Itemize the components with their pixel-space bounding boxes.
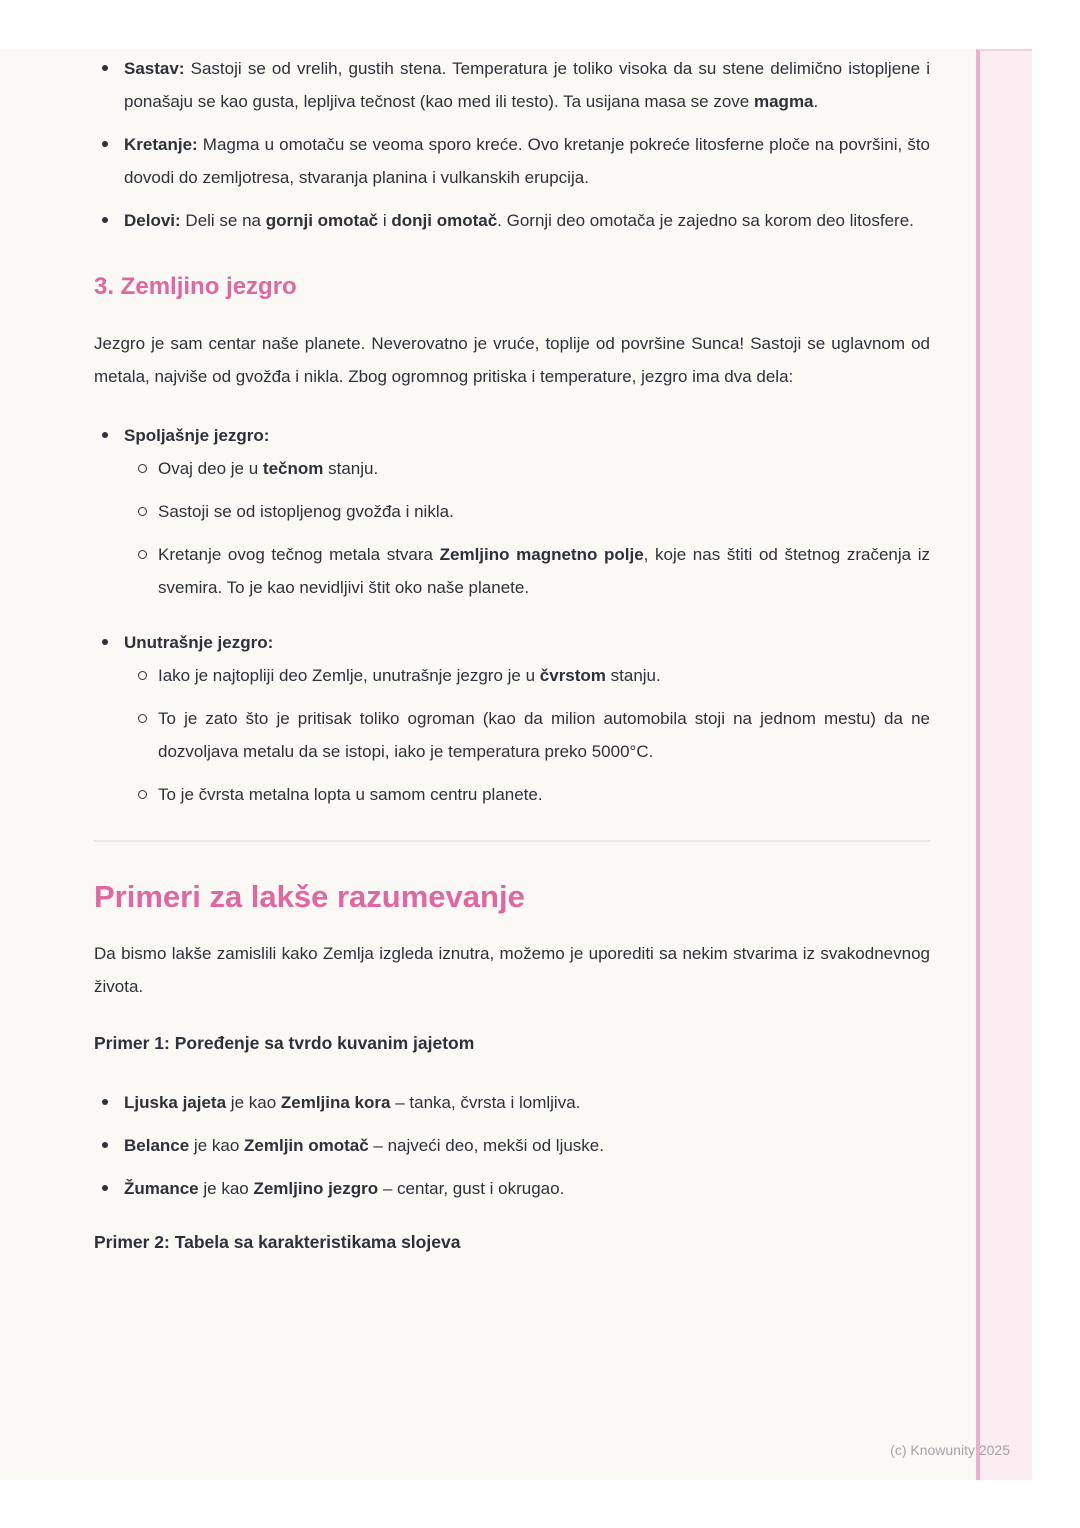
examples-intro-paragraph: Da bismo lakše zamislili kako Zemlja izgleda iznutra, možemo je uporediti sa nekim stvarima iz svakodnevnog života.: [94, 944, 930, 996]
bullet-circle-icon: [138, 671, 147, 680]
text-segment: Sastav:: [124, 59, 185, 78]
section-divider: [94, 840, 930, 842]
text-segment: Sastoji se od istopljenog gvožđa i nikla.: [158, 502, 454, 521]
text-segment: Delovi:: [124, 211, 181, 230]
list-group-outer-core: [94, 419, 930, 604]
list-item: [94, 1086, 930, 1119]
text-segment: gornji omotač: [265, 211, 379, 230]
text-segment: donji omotač: [391, 211, 498, 230]
example1-subheading: Primer 1: Poređenje sa tvrdo kuvanim jajetom: [94, 1033, 475, 1053]
text-segment: Kretanje:: [124, 135, 198, 154]
mantle-properties-list: [94, 52, 930, 237]
text-segment: Ljuska jajeta: [124, 1093, 227, 1112]
list-item: [94, 1129, 930, 1162]
text-segment: Belance: [124, 1136, 190, 1155]
sub-list-item: [94, 778, 930, 811]
text-segment: je kao: [226, 1093, 281, 1112]
list-item: [94, 1172, 930, 1205]
list-item: [94, 204, 930, 237]
sub-list-item: [94, 702, 930, 768]
list-item: [94, 419, 930, 452]
text-segment: stanju.: [323, 459, 379, 478]
text-segment: To je zato što je pritisak toliko ogroman (kao da milion automobila stoji na jednom mestu) da ne dozvoljava metalu da se istopi, iako je temperatura preko 5000°C.: [158, 709, 930, 761]
sub-list-item: [94, 538, 930, 604]
bullet-dot-icon: [102, 1185, 108, 1191]
text-segment: Zemljino jezgro: [253, 1179, 379, 1198]
list-item: [94, 626, 930, 659]
list-item: [94, 128, 930, 194]
text-segment: Ovaj deo je u: [158, 459, 263, 478]
sub-list-item: [94, 659, 930, 692]
bullet-circle-icon: [138, 790, 147, 799]
core-section-heading: 3. Zemljino jezgro: [94, 273, 297, 300]
examples-section-heading: Primeri za lakše razumevanje: [94, 879, 525, 914]
text-segment: i: [378, 211, 392, 230]
text-segment: magma: [753, 92, 814, 111]
text-segment: Sastoji se od vrelih, gustih stena. Temperatura je toliko visoka da su stene delimično istopljene i ponašaju se kao gusta, lepljiva tečnost (kao med ili testo). Ta usijana masa se zove: [124, 59, 930, 111]
text-segment: Zemljina kora: [280, 1093, 391, 1112]
text-segment: Zemljin omotač: [244, 1136, 369, 1155]
text-segment: .: [813, 92, 819, 111]
text-segment: Kretanje ovog tečnog metala stvara: [158, 545, 440, 564]
text-segment: Iako je najtopliji deo Zemlje, unutrašnje jezgro je u: [158, 666, 540, 685]
bullet-circle-icon: [138, 507, 147, 516]
text-segment: Unutrašnje jezgro:: [124, 633, 274, 652]
text-segment: To je čvrsta metalna lopta u samom centru planete.: [158, 785, 543, 804]
text-segment: Žumance: [124, 1179, 199, 1198]
bullet-circle-icon: [138, 550, 147, 559]
text-segment: . Gornji deo omotača je zajedno sa korom deo litosfere.: [497, 211, 914, 230]
text-segment: tečnom: [262, 459, 324, 478]
text-segment: Deli se na: [180, 211, 266, 230]
list-group-inner-core: [94, 626, 930, 811]
text-segment: je kao: [189, 1136, 245, 1155]
bullet-dot-icon: [102, 639, 108, 645]
notes-page: [0, 49, 1032, 1480]
bullet-dot-icon: [102, 217, 108, 223]
page-content: [94, 49, 930, 1259]
text-segment: Spoljašnje jezgro:: [124, 426, 270, 445]
bullet-dot-icon: [102, 141, 108, 147]
text-segment: je kao: [198, 1179, 254, 1198]
text-segment: stanju.: [605, 666, 661, 685]
text-segment: Magma u omotaču se veoma sporo kreće. Ovo kretanje pokreće litosferne ploče na površini, što dovodi do zemljotresa, stvaranja planina i vulkanskih erupcija.: [124, 135, 930, 187]
bullet-dot-icon: [102, 1099, 108, 1105]
core-intro-paragraph: Jezgro je sam centar naše planete. Neverovatno je vruće, toplije od površine Sunca! Sastoji se uglavnom od metala, najviše od gvožđa i nikla. Zbog ogromnog pritiska i temperature, jezgro ima dva dela:: [94, 334, 930, 386]
example2-subheading: Primer 2: Tabela sa karakteristikama slojeva: [94, 1232, 461, 1252]
page-edge-stripe: [976, 49, 1032, 1480]
sub-list-item: [94, 495, 930, 528]
text-segment: – tanka, čvrsta i lomljiva.: [390, 1093, 581, 1112]
list-item: [94, 52, 930, 118]
bullet-circle-icon: [138, 714, 147, 723]
bullet-dot-icon: [102, 65, 108, 71]
core-parts-list: [94, 419, 930, 811]
text-segment: – najveći deo, mekši od ljuske.: [368, 1136, 604, 1155]
bullet-dot-icon: [102, 432, 108, 438]
bullet-circle-icon: [138, 464, 147, 473]
text-segment: čvrstom: [539, 666, 606, 685]
egg-comparison-list: [94, 1086, 930, 1205]
copyright-watermark: (c) Knowunity 2025: [890, 1442, 1010, 1458]
text-segment: , koje nas štiti od štetnog zračenja iz svemira. To je kao nevidljivi štit oko naše planete.: [158, 545, 930, 597]
text-segment: – centar, gust i okrugao.: [378, 1179, 565, 1198]
text-segment: Zemljino magnetno polje: [439, 545, 644, 564]
sub-list-item: [94, 452, 930, 485]
bullet-dot-icon: [102, 1142, 108, 1148]
